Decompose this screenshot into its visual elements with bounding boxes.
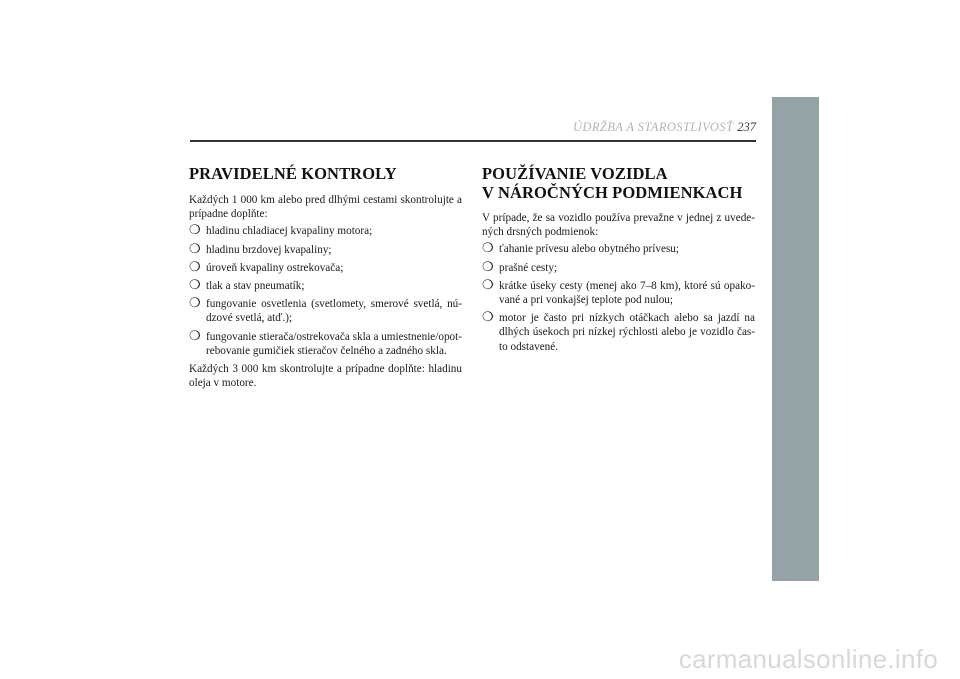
bullet-icon: ❍ (482, 277, 494, 293)
regular-checks-intro: Každých 1 000 km alebo pred dlhými cestami skontrolujte a prípadne doplňte: (189, 194, 462, 221)
bullet-icon: ❍ (189, 223, 201, 239)
section-title: ÚDRŽBA A STAROSTLIVOSŤ (573, 120, 734, 134)
harsh-conditions-intro: V prípade, že sa vozidlo používa prevažne v jednej z uvede-ných drsných podmienok: (482, 212, 755, 239)
list-item: ❍ motor je často pri nízkych otáčkach alebo sa jazdí na dlhých úsekoch pri nízkej rýchlosti alebo je vozidlo čas-to odstavené. (482, 310, 755, 353)
bullet-icon: ❍ (189, 328, 201, 344)
list-item: ❍ krátke úseky cesty (menej ako 7–8 km), ktoré sú opako-vané a pri vonkajšej teplote pod nulou; (482, 277, 755, 307)
bullet-icon: ❍ (482, 259, 494, 275)
list-item: ❍ ťahanie prívesu alebo obytného prívesu; (482, 241, 679, 257)
list-item: ❍ prašné cesty; (482, 259, 558, 275)
list-item: ❍ tlak a stav pneumatík; (189, 278, 305, 294)
running-header (190, 118, 756, 138)
regular-checks-list (189, 224, 462, 358)
bullet-icon: ❍ (189, 278, 201, 294)
list-item: ❍ hladinu brzdovej kvapaliny; (189, 241, 332, 257)
bullet-icon: ❍ (189, 259, 201, 275)
bullet-icon: ❍ (482, 241, 494, 257)
regular-checks-outro: Každých 3 000 km skontrolujte a prípadne doplňte: hladinu oleja v motore. (189, 363, 462, 390)
header-rule (190, 140, 756, 142)
harsh-conditions-heading: POUŽÍVANIE VOZIDLA V NÁROČNÝCH PODMIENKACH (482, 164, 743, 202)
list-item: ❍ hladinu chladiacej kvapaliny motora; (189, 223, 373, 239)
regular-checks-heading: PRAVIDELNÉ KONTROLY (189, 164, 397, 183)
bullet-icon: ❍ (482, 310, 494, 326)
page-number: 237 (737, 120, 756, 134)
watermark: carmanualsonline.info (678, 644, 938, 674)
list-item: ❍ fungovanie osvetlenia (svetlomety, smerové svetlá, nú-dzové svetlá, atď.); (189, 296, 462, 325)
right-column (482, 164, 755, 358)
harsh-conditions-list (482, 242, 755, 353)
bullet-icon: ❍ (189, 296, 201, 312)
chapter-side-tab (772, 97, 819, 581)
list-item: ❍ úroveň kvapaliny ostrekovača; (189, 259, 344, 275)
list-item: ❍ fungovanie stierača/ostrekovača skla a umiestnenie/opot-rebovanie gumičiek stieračov čelného a zadného skla. (189, 328, 462, 357)
left-column (189, 164, 462, 390)
bullet-icon: ❍ (189, 241, 201, 257)
